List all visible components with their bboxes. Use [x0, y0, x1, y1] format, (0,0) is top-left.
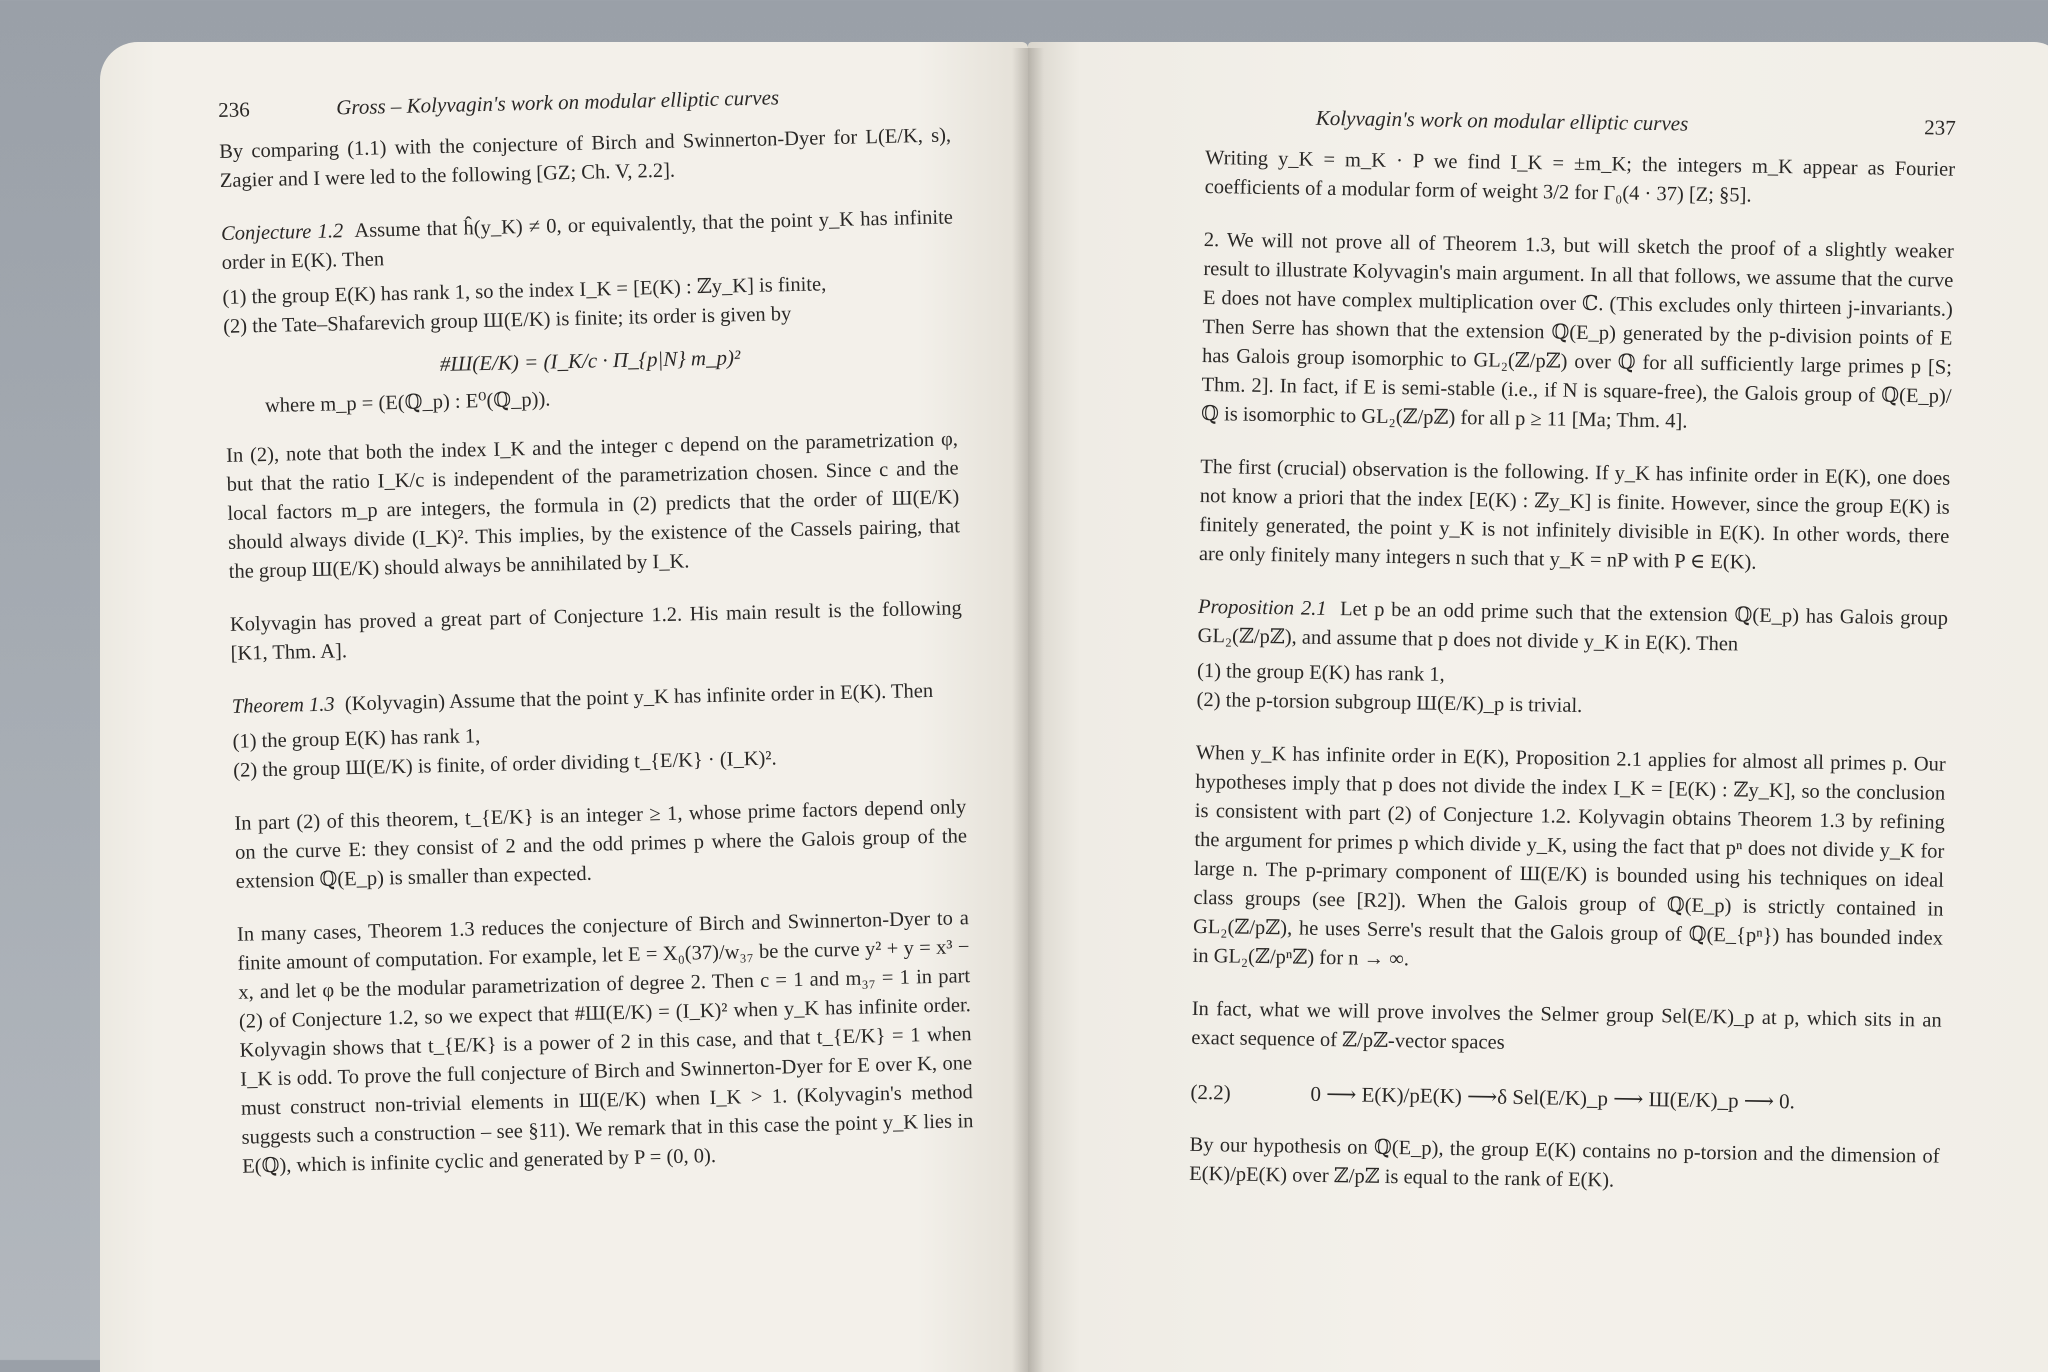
paragraph: By our hypothesis on ℚ(E_p), the group E(K) contains no p-torsion and the dimension of E(K)/pE(K) over ℤ/pℤ is equal to the rank of E(K).	[1189, 1133, 1940, 1192]
paragraph: In (2), note that both the index I_K and the integer c depend on the parametrization φ, but that the ratio I_K/c is independent of the parametrization chosen. Since c and the local factors m_p are integers, the formula in (2) predicts that the order of Ш(E/K) should always divide (I_K)². This implies, by the existence of the Cassels pairing, that the group Ш(E/K) should always be annihilated by I_K.	[225, 428, 961, 583]
paragraph: By comparing (1.1) with the conjecture of Birch and Swinnerton-Dyer for L(E/K, s), Zagier and I were led to the following [GZ; Ch. V, 2.2].	[218, 124, 952, 192]
list-item: (2) the p-torsion subgroup Ш(E/K)_p is trivial.	[1196, 688, 1583, 717]
conjecture-statement	[221, 203, 954, 278]
theorem-label: Theorem 1.3	[231, 693, 335, 718]
displayed-equation	[1190, 1077, 1940, 1119]
running-head: Gross – Kolyvagin's work on modular elliptic curves	[335, 85, 780, 120]
paragraph: The first (crucial) observation is the following. If y_K has infinite order in E(K), one does not know a priori that the index [E(K) : ℤy_K] is finite. However, since the group E(K) is finitely generated, the point y_K is not infinitely divisible in E(K). In other words, there are only finitely many integers n such that y_K = nP with P ∈ E(K).	[1198, 455, 1951, 574]
right-page-content	[1189, 104, 1956, 1201]
paragraph: In part (2) of this theorem, t_{E/K} is an integer ≥ 1, whose prime factors depend only on the curve E: they consist of 2 and the odd primes p where the Galois group of the extension ℚ(E_p) is smaller than expected.	[234, 796, 968, 893]
paragraph: In fact, what we will prove involves the Selmer group Sel(E/K)_p at p, which sits in an exact sequence of ℤ/pℤ-vector spaces	[1191, 997, 1942, 1054]
paragraph: Kolyvagin has proved a great part of Conjecture 1.2. His main result is the following [K1, Thm. A].	[229, 597, 963, 665]
proposition-statement	[1197, 593, 1948, 663]
right-page	[1028, 42, 2048, 1372]
proposition-text: Let p be an odd prime such that the extension ℚ(E_p) has Galois group GL₂(ℤ/pℤ), and assume that p does not divide y_K in E(K). Then	[1197, 598, 1949, 656]
conjecture-text: Assume that ĥ(y_K) ≠ 0, or equivalently, that the point y_K has infinite order in E(K). Then	[221, 206, 954, 274]
paragraph: When y_K has infinite order in E(K), Proposition 2.1 applies for almost all primes p. Our hypotheses imply that p does not divide the index I_K = [E(K) : ℤy_K], so the conclusion is consistent with part (2) of Conjecture 1.2. Kolyvagin obtains Theorem 1.3 by refining the argument for primes p which divide y_K, using the fact that pⁿ does not divide y_K for large n. The p-primary component of Ш(E/K) is bounded using his techniques on ideal class groups (see [R2]). When the Galois group of ℚ(E_p) is strictly contained in GL₂(ℤ/pℤ), he uses Serre's result that the Galois group of ℚ(E_{pⁿ}) has bounded index in GL₂(ℤ/pⁿℤ) for n → ∞.	[1192, 741, 1946, 971]
formula: #Ш(E/K) = (I_K/c · Π_{p|N} m_p)²	[439, 345, 741, 377]
paragraph: Writing y_K = m_K · P we find I_K = ±m_K; the integers m_K appear as Fourier coefficients of a modular form of weight 3/2 for Γ₀(4 · 37) [Z; §5].	[1204, 146, 1956, 207]
proposition-label: Proposition 2.1	[1197, 595, 1327, 620]
page-number: 237	[1924, 115, 1956, 140]
list-item: (1) the group E(K) has rank 1,	[1196, 659, 1445, 686]
list-item: (1) the group E(K) has rank 1,	[232, 725, 481, 753]
paragraph: 2. We will not prove all of Theorem 1.3, but will sketch the proof of a slightly weaker result to illustrate Kolyvagin's main argument. In all that follows, we assume that the curve E does not have complex multiplication over ℂ. (This excludes only thirteen j-invariants.) Then Serre has shown that the extension ℚ(E_p) generated by the p-division points of E has Galois group isomorphic to GL₂(ℤ/pℤ) over ℚ for all sufficiently large primes p [S; Thm. 2]. In fact, if E is semi-stable (i.e., if N is square-free), the Galois group of ℚ(E_p)/ℚ is isomorphic to GL₂(ℤ/pℤ) for all p ≥ 11 [Ma; Thm. 4].	[1200, 228, 1954, 433]
book-gutter	[1012, 48, 1044, 1372]
left-page	[100, 42, 1028, 1372]
left-page-content	[218, 81, 974, 1181]
list-item: (2) the Tate–Shafarevich group Ш(E/K) is finite; its order is given by	[222, 303, 792, 338]
equation-label: (2.2)	[1190, 1079, 1231, 1105]
list-item: (1) the group E(K) has rank 1, so the index I_K = [E(K) : ℤy_K] is finite,	[222, 273, 827, 309]
theorem-text: (Kolyvagin) Assume that the point y_K has infinite order in E(K). Then	[344, 679, 934, 716]
conjecture-label: Conjecture 1.2	[220, 220, 344, 245]
formula-where: where m_p = (E(ℚ_p) : E⁰(ℚ_p)).	[264, 388, 551, 418]
list-item: (2) the group Ш(E/K) is finite, of order dividing t_{E/K} · (I_K)².	[233, 747, 777, 782]
page-number: 236	[218, 97, 251, 122]
equation-text: 0 ⟶ E(K)/pE(K) ⟶δ Sel(E/K)_p ⟶ Ш(E/K)_p ⟶ 0.	[1310, 1081, 1796, 1114]
open-book	[100, 22, 2000, 1360]
running-head: Kolyvagin's work on modular elliptic curves	[1315, 105, 1689, 136]
paragraph: In many cases, Theorem 1.3 reduces the conjecture of Birch and Swinnerton-Dyer to a finite amount of computation. For example, let E = X₀(37)/w₃₇ be the curve y² + y = x³ − x, and let φ be the modular parametrization of degree 2. Then c = 1 and m₃₇ = 1 in part (2) of Conjecture 1.2, so we expect that #Ш(E/K) = (I_K)² when y_K has infinite order. Kolyvagin shows that t_{E/K} is a power of 2 in this case, and that t_{E/K} = 1 when I_K is odd. To prove the full conjecture of Birch and Swinnerton-Dyer for E over K, one must construct non-trivial elements in Ш(E/K) when I_K > 1. (Kolyvagin's method suggests such a construction – see §11). We remark that in this case the point y_K lies in E(ℚ), which is infinite cyclic and generated by P = (0, 0).	[236, 907, 974, 1178]
